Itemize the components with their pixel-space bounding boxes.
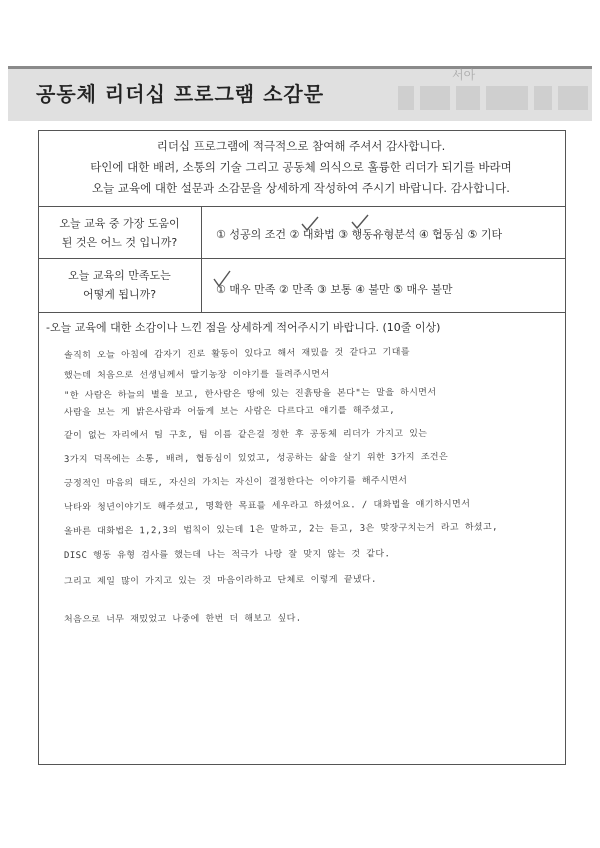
question-1-line: 오늘 교육 중 가장 도움이 [59,217,180,230]
question-2-label [38,266,201,304]
handwritten-line: 낙타와 청년이야기도 해주셨고, 명확한 목표를 세우라고 하셨어요. / 대화법을 얘기하시면서 [63,499,471,513]
handwritten-line: 같이 없는 자리에서 팀 구호, 팀 이름 같은걸 정한 후 공동체 리더가 가지고 있는 [63,429,428,441]
handwritten-line: 사람을 보는 게 밝은사람과 어둡게 보는 사람은 다르다고 얘기를 해주셨고, [63,405,396,418]
handwritten-line: DISC 행동 유형 검사를 했는데 나는 적극가 나랑 잘 맞지 않는 것 같다. [63,549,391,561]
check-mark-icon [350,214,370,230]
handwritten-line: "한 사람은 하늘의 별을 보고, 한사람은 땅에 있는 진흙탕을 본다"는 말을 하시면서 [63,387,437,401]
redacted-name [398,86,590,110]
handwritten-line: 3가지 덕목에는 소통, 배려, 협동심이 있었고, 성공하는 삶을 살기 위한 3가지 조건은 [63,452,449,465]
handwritten-line: 긍정적인 마음의 태도, 자신의 가치는 자신이 결정한다는 이야기를 해주시면서 [63,476,408,489]
check-mark-icon [212,270,232,288]
question-2-line: 어떻게 됩니까? [82,288,157,301]
page-title: 공동체 리더십 프로그램 소감문 [36,82,325,106]
divider [201,206,202,312]
comment-prompt: -오늘 교육에 대한 소감이나 느낀 점을 상세하게 적어주시기 바랍니다. (10줄 이상) [46,321,441,334]
intro-line: 리더십 프로그램에 적극적으로 참여해 주셔서 감사합니다. [156,139,446,153]
handwritten-line: 솔직히 오늘 아침에 갑자기 진로 활동이 있다고 해서 재밌을 것 같다고 기대를 [63,347,410,361]
divider [38,206,565,207]
divider [38,258,565,259]
intro-line: 타인에 대한 배려, 소통의 기술 그리고 공동체 의식으로 훌륭한 리더가 되기를 바라며 [90,160,512,174]
question-1-label [38,214,201,252]
divider [38,312,565,313]
intro-line: 오늘 교육에 대한 설문과 소감문을 상세하게 작성하여 주시기 바랍니다. 감사합니다. [92,181,510,195]
handwritten-line: 올바른 대화법은 1,2,3의 법칙이 있는데 1은 말하고, 2는 듣고, 3은 맞장구치는거 라고 하셨고, [63,522,498,537]
question-1-options: ① 성공의 조건 ② 대화법 ③ 행동유형분석 ④ 협동심 ⑤ 기타 [216,228,503,241]
handwritten-line: 했는데 처음으로 선생님께서 딸기농장 이야기를 들려주시면서 [63,369,330,381]
check-mark-icon [300,216,320,232]
question-2-line: 오늘 교육의 만족도는 [68,269,171,282]
intro-text [38,136,564,199]
handwritten-line: 처음으로 너무 재밌었고 나중에 한번 더 해보고 싶다. [63,613,302,625]
handwritten-line: 그리고 제일 많이 가지고 있는 것 마음이라하고 단체로 이렇게 끝냈다. [63,574,377,587]
question-1-line: 된 것은 어느 것 입니까? [61,236,178,249]
handwritten-name: 서아 [452,68,476,82]
question-2-options: ① 매우 만족 ② 만족 ③ 보통 ④ 불만 ⑤ 매우 불만 [216,283,453,296]
